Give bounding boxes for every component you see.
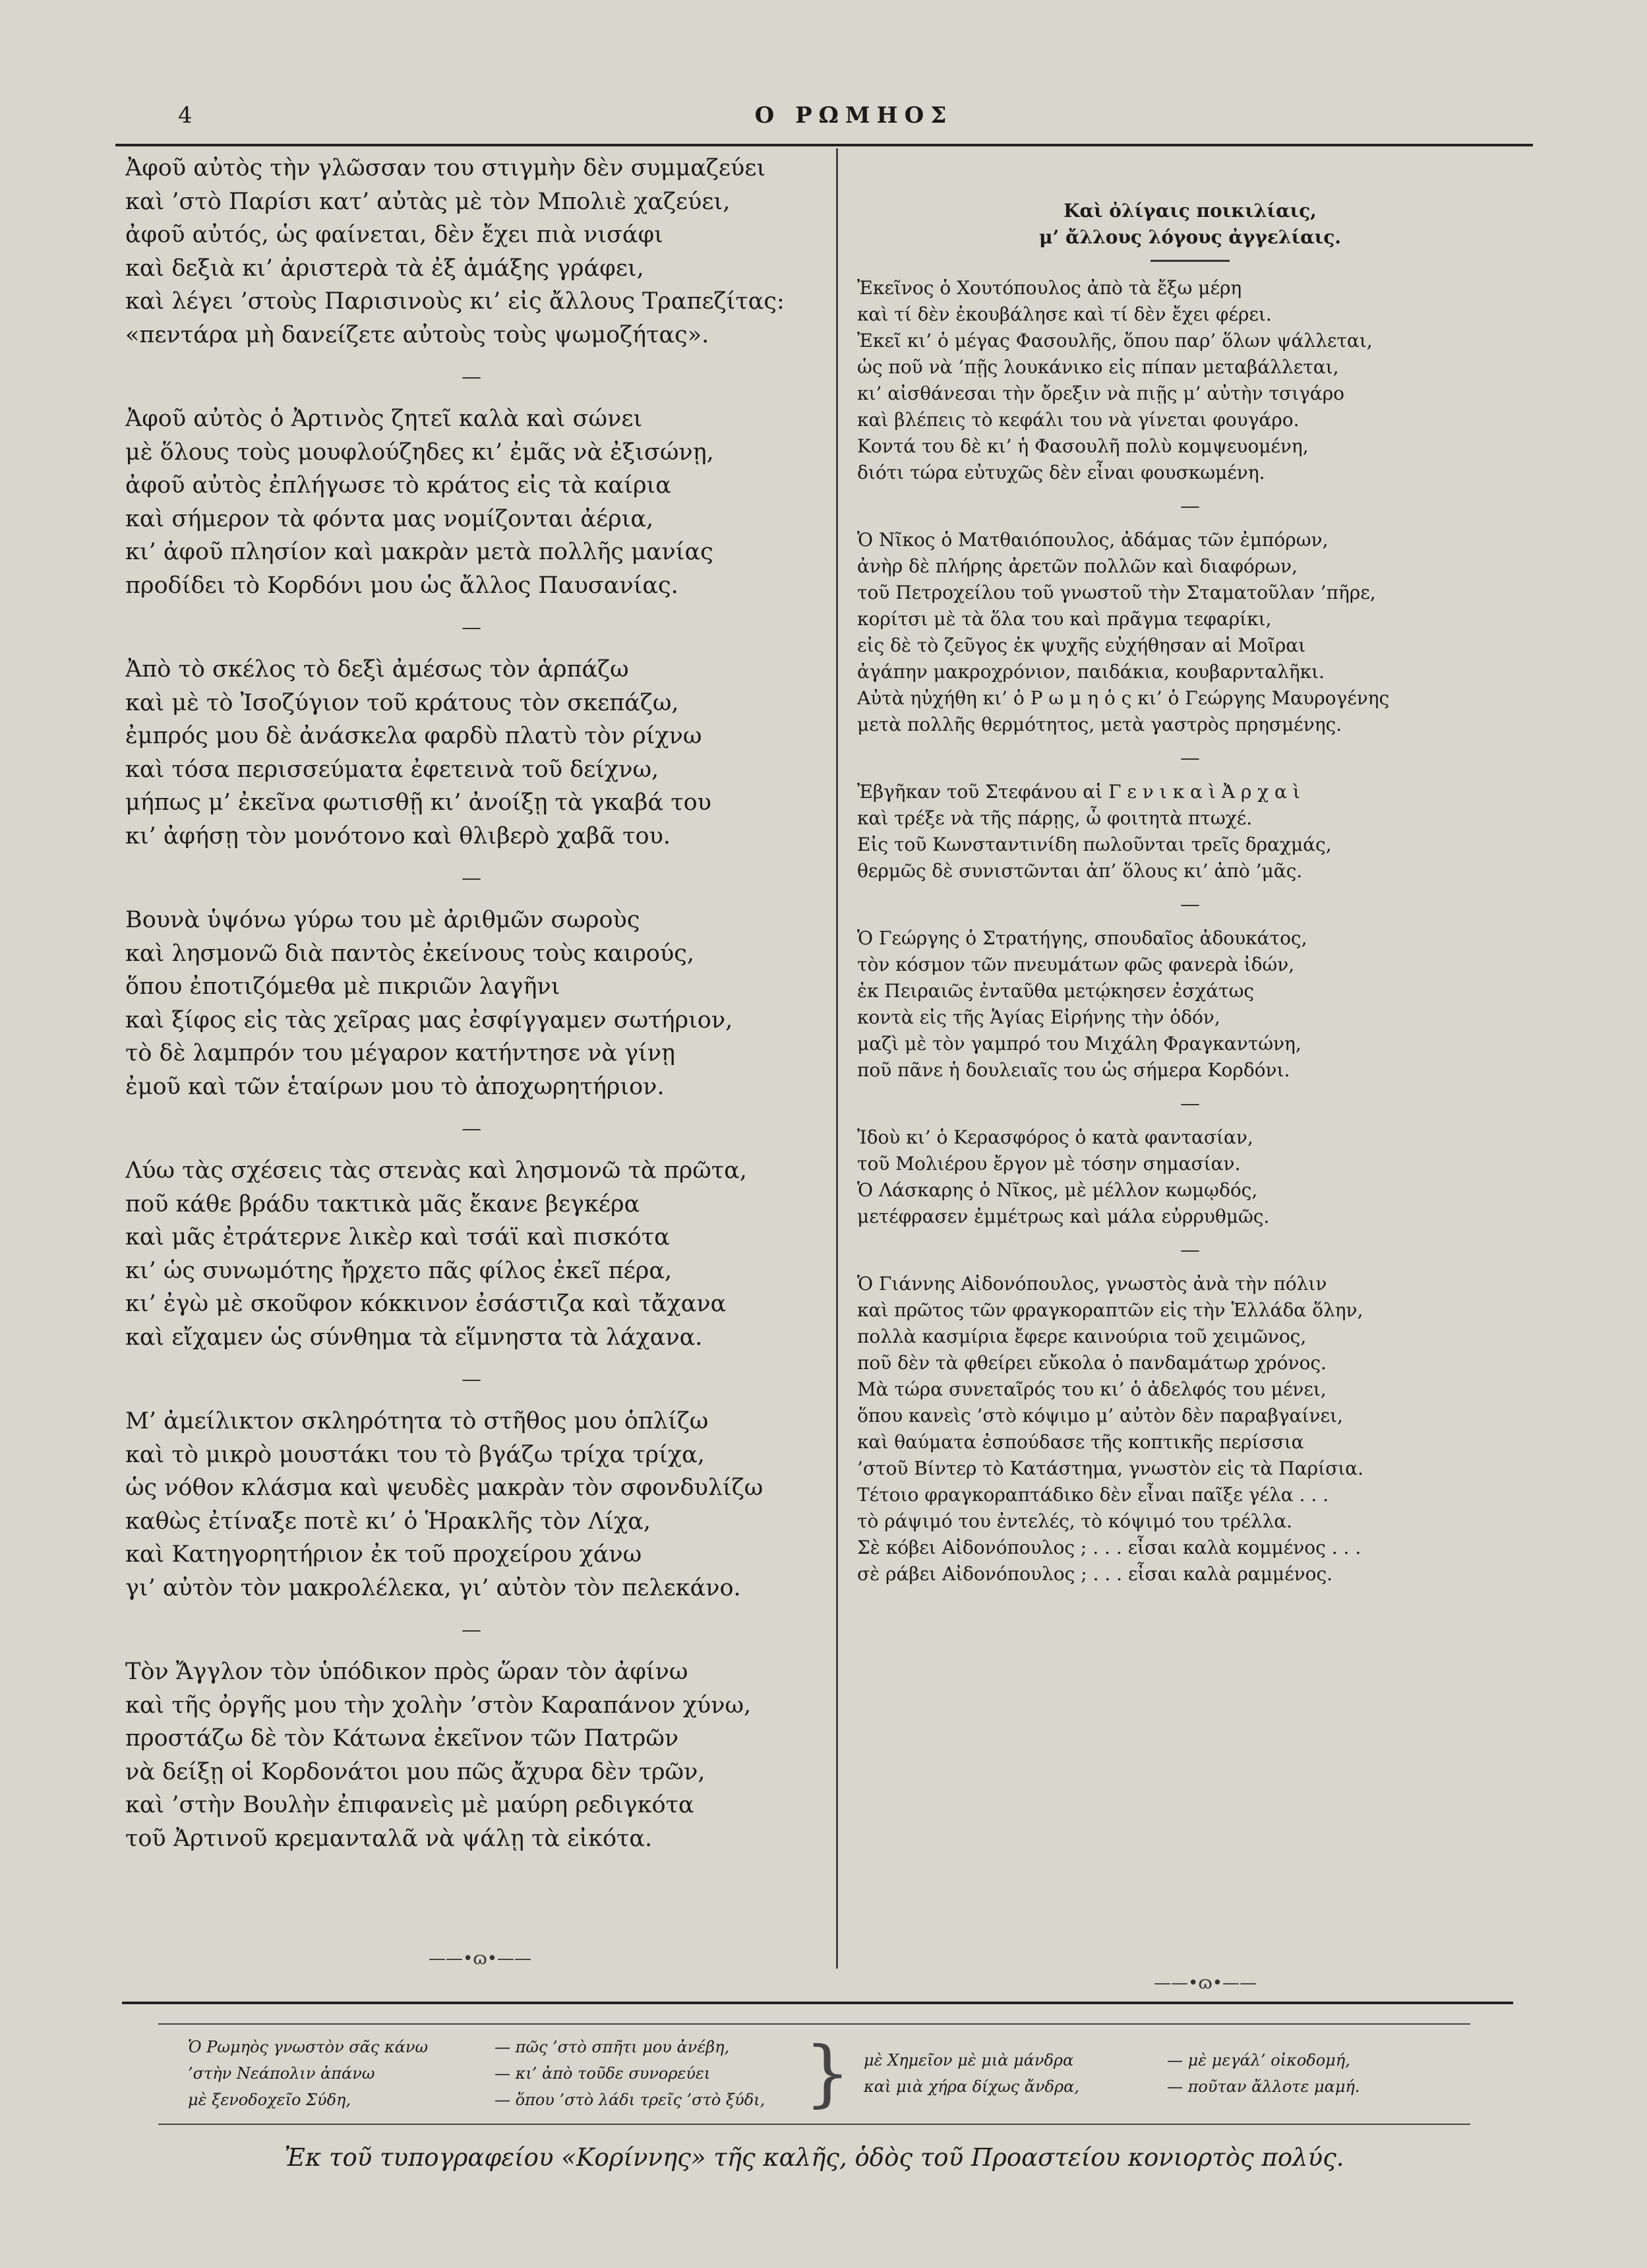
poem-line: ἀφοῦ αὐτός, ὡς φαίνεται, δὲν ἔχει πιὰ νισάφι: [125, 222, 663, 248]
footer-col-4: [1167, 2047, 1360, 2100]
footer-line: — κι’ ἀπὸ τοῦδε συνορεύει: [494, 2064, 711, 2083]
poem-line: νὰ δείξῃ οἱ Κορδονάτοι μου πῶς ἄχυρα δὲν τρῶν,: [125, 1758, 705, 1785]
footer-line: — ὅπου ’στὸ λάδι τρεῖς ’στὸ ξύδι,: [494, 2091, 765, 2109]
poem-line: καὶ ξίφος εἰς τὰς χεῖρας μας ἐσφίγγαμεν σωτήριον,: [125, 1006, 733, 1033]
poem-line: ὅπου ἐποτιζόμεθα μὲ πικριῶν λαγῆνι: [125, 973, 560, 1000]
footer-notice: [158, 2023, 1470, 2125]
footer-line: — πῶς ’στὸ σπῆτι μου ἀνέβη,: [494, 2038, 730, 2056]
stanza-separator: —: [1180, 1092, 1200, 1115]
announcement-line: Ὁ Γεώργης ὁ Στρατήγης, σπουδαῖος ἀδουκάτος,: [857, 927, 1307, 949]
announcement-line: τὸν κόσμον τῶν πνευμάτων φῶς φανερὰ ἰδών,: [857, 954, 1295, 975]
poem-line: προστάζω δὲ τὸν Κάτωνα ἐκεῖνον τῶν Πατρῶν: [125, 1725, 679, 1752]
announcement-line: Σὲ κόβει Αἰδονόπουλος ; . . . εἶσαι καλὰ κομμένος . . .: [857, 1537, 1362, 1558]
header-rule: [115, 144, 1533, 146]
poem-line: Ἀπὸ τὸ σκέλος τὸ δεξὶ ἀμέσως τὸν ἁρπάζω: [125, 656, 629, 683]
announcement-line: καὶ πρῶτος τῶν φραγκοραπτῶν εἰς τὴν Ἑλλάδα ὅλην,: [857, 1299, 1363, 1321]
poem-line: ὡς νόθον κλάσμα καὶ ψευδὲς μακρὰν τὸν σφονδυλίζω: [125, 1475, 764, 1501]
masthead: Ο ΡΩΜΗΟΣ: [754, 102, 953, 129]
poem-line: Ἀφοῦ αὐτὸς ὁ Ἀρτινὸς ζητεῖ καλὰ καὶ σώνει: [125, 406, 643, 432]
stanza-separator: —: [1180, 747, 1200, 770]
announcement-line: Ἐκεῖνος ὁ Χουτόπουλος ἀπὸ τὰ ἔξω μέρη: [857, 277, 1242, 299]
announcement-line: ὅπου κανεὶς ’στὸ κόψιμο μ’ αὐτὸν δὲν παραβγαίνει,: [857, 1405, 1343, 1426]
title-line: μ’ ἄλλους λόγους ἀγγελίαις.: [1038, 226, 1341, 248]
announcement-line: Μὰ τώρα συνεταῖρός του κι’ ὁ ἀδελφός του μένει,: [857, 1378, 1327, 1400]
announcement-line: τοῦ Πετροχείλου τοῦ γνωστοῦ τὴν Σταματοῦλαν ’πῆρε,: [857, 582, 1376, 603]
poem-line: ποῦ κάθε βράδυ τακτικὰ μᾶς ἔκανε βεγκέρα: [125, 1190, 640, 1217]
poem-line: καὶ ’στὴν Βουλὴν ἐπιφανεὶς μὲ μαύρη ρεδιγκότα: [125, 1792, 694, 1818]
stanza-separator: —: [1180, 893, 1200, 916]
announcement-line: τοῦ Μολιέρου ἔργον μὲ τόσην σημασίαν.: [857, 1153, 1241, 1175]
stanza: [857, 275, 1523, 486]
announcement-line: τὸ ράψιμό του ἐντελές, τὸ κόψιμό του τρέλλα.: [857, 1510, 1293, 1532]
announcement-line: κι’ αἰσθάνεσαι τὴν ὄρεξιν νὰ πιῇς μ’ αὐτὴν τσιγάρο: [857, 383, 1345, 404]
poem-line: καὶ μᾶς ἐτράτερνε λικὲρ καὶ τσάϊ καὶ πισκότα: [125, 1224, 670, 1250]
announcement-line: Αὐτὰ ηὐχήθη κι’ ὁ Ρ ω μ η ὁ ς κι’ ὁ Γεώργης Μαυρογένης: [857, 687, 1390, 709]
announcement-line: ποῦ δὲν τὰ φθείρει εὔκολα ὁ πανδαμάτωρ χρόνος.: [857, 1352, 1327, 1374]
poem-line: καὶ ’στὸ Παρίσι κατ’ αὐτὰς μὲ τὸν Μπολιὲ χαζεύει,: [125, 188, 731, 215]
printer-imprint: Ἐκ τοῦ τυπογραφείου «Κορίννης» τῆς καλῆς, ὁδὸς τοῦ Προαστείου κονιορτὸς πολύς.: [284, 2143, 1344, 2172]
poem-line: κι’ ἀφοῦ πλησίον καὶ μακρὰν μετὰ πολλῆς μανίας: [125, 539, 713, 565]
footer-line: — ποῦταν ἄλλοτε μαμή.: [1167, 2077, 1360, 2096]
stanza-separator: —: [462, 616, 481, 639]
poem-line: καὶ σήμερον τὰ φόντα μας νομίζονται ἀέρια,: [125, 505, 654, 532]
poem-line: καὶ λησμονῶ διὰ παντὸς ἐκείνους τοὺς καιρούς,: [125, 940, 694, 967]
stanza: [125, 402, 818, 602]
left-poem-column: [125, 152, 818, 1855]
poem-line: γι’ αὐτὸν τὸν μακρολέλεκα, γι’ αὐτὸν τὸν πελεκάνο.: [125, 1574, 741, 1601]
footer-line: μὲ Χημεῖον μὲ μιὰ μάνδρα: [864, 2051, 1074, 2069]
announcement-line: Ὁ Λάσκαρης ὁ Νῖκος, μὲ μέλλον κωμῳδός,: [857, 1179, 1258, 1201]
announcement-line: ’στοῦ Βίντερ τὸ Κατάστημα, γνωστὸν εἰς τὰ Παρίσια.: [857, 1457, 1363, 1479]
stanza: [125, 1154, 818, 1354]
announcement-line: καὶ τί δὲν ἐκουβάλησε καὶ τί δὲν ἔχει φέρει.: [857, 303, 1272, 325]
footer-line: μὲ ξενοδοχεῖο Σύδη,: [188, 2091, 351, 2109]
poem-line: ἀφοῦ αὐτὸς ἐπλήγωσε τὸ κράτος εἰς τὰ καίρια: [125, 472, 671, 499]
poem-line: καὶ τὸ μικρὸ μουστάκι του τὸ βγάζω τρίχα τρίχα,: [125, 1441, 705, 1468]
announcement-line: σὲ ράβει Αἰδονόπουλος ; . . . εἶσαι καλὰ ραμμένος.: [857, 1563, 1333, 1585]
poem-line: ἐμπρός μου δὲ ἀνάσκελα φαρδὺ πλατὺ τὸν ρίχνω: [125, 723, 702, 749]
announcement-line: καὶ θαύματα ἐσπούδασε τῆς κοπτικῆς περίσσια: [857, 1431, 1304, 1453]
stanza: [125, 152, 818, 352]
announcement-line: εἰς δὲ τὸ ζεῦγος ἐκ ψυχῆς εὐχήθησαν αἱ Μοῖραι: [857, 634, 1306, 656]
poem-line: καὶ δεξιὰ κι’ ἀριστερὰ τὰ ἐξ ἁμάξης γράφει,: [125, 255, 644, 282]
announcements: [857, 275, 1523, 1587]
announcement-line: Ἰδοὺ κι’ ὁ Κερασφόρος ὁ κατὰ φαντασίαν,: [857, 1126, 1253, 1148]
announcement-line: ἀνὴρ δὲ πλήρης ἀρετῶν πολλῶν καὶ διαφόρων,: [857, 555, 1298, 577]
poem-line: μὲ ὅλους τοὺς μουφλούζηδες κι’ ἐμᾶς νὰ ἐξισώνῃ,: [125, 439, 714, 466]
poem-line: Βουνὰ ὑψόνω γύρω του μὲ ἀριθμῶν σωροὺς: [125, 907, 640, 933]
poem-line: Τὸν Ἄγγλον τὸν ὑπόδικον πρὸς ὥραν τὸν ἀφίνω: [125, 1659, 688, 1685]
stanza: [857, 779, 1523, 884]
poem-line: κι’ ἐγὼ μὲ σκοῦφον κόκκινον ἐσάστιζα καὶ τἄχανα: [125, 1291, 727, 1317]
poem-line: καὶ λέγει ’στοὺς Παρισινοὺς κι’ εἰς ἄλλους Τραπεζίτας:: [125, 288, 785, 315]
announcement-line: μετὰ πολλῆς θερμότητος, μετὰ γαστρὸς πρησμένης.: [857, 714, 1342, 735]
poem-line: καὶ εἴχαμεν ὡς σύνθημα τὰ εἵμνηστα τὰ λάχανα.: [125, 1324, 703, 1351]
stanza: [857, 527, 1523, 738]
footer-line: ’στὴν Νεάπολιν ἀπάνω: [188, 2064, 375, 2083]
announcement-line: θερμῶς δὲ συνιστῶνται ἀπ’ ὅλους κι’ ἀπὸ ’μᾶς.: [857, 860, 1303, 882]
announcement-line: Εἰς τοῦ Κωνσταντινίδη πωλοῦνται τρεῖς δραχμάς,: [857, 834, 1332, 855]
announcement-line: μαζὶ μὲ τὸν γαμπρό του Μιχάλη Φραγκαντώνη,: [857, 1033, 1302, 1055]
poem-line: τοῦ Ἀρτινοῦ κρεμανταλᾶ νὰ ψάλῃ τὰ εἰκότα.: [125, 1825, 653, 1852]
poem-line: Μ’ ἀμείλικτον σκληρότητα τὸ στῆθος μου ὁπλίζω: [125, 1408, 709, 1434]
footer-col-1: [188, 2034, 428, 2113]
footer-col-3: [864, 2047, 1079, 2100]
announcement-line: Κοντά του δὲ κι’ ἡ Φασουλῆ πολὺ κομψευομένη,: [857, 435, 1309, 457]
page-header: [178, 99, 1530, 138]
poem-line: «πεντάρα μὴ δανείζετε αὐτοὺς τοὺς ψωμοζήτας».: [125, 321, 709, 348]
announcement-line: Ἐβγῆκαν τοῦ Στεφάνου αἱ Γ ε ν ι κ α ὶ Ἀ ρ χ α ὶ: [857, 781, 1300, 803]
stanza-separator: —: [1180, 495, 1200, 518]
footer-line: καὶ μιὰ χήρα δίχως ἄνδρα,: [864, 2077, 1079, 2096]
bottom-rule: [122, 2002, 1513, 2004]
page-number: 4: [178, 102, 193, 129]
announcement-line: καὶ βλέπεις τὸ κεφάλι του νὰ γίνεται φουγάρο.: [857, 409, 1300, 431]
stanza: [857, 925, 1523, 1084]
poem-line: καὶ τόσα περισσεύματα ἐφετεινὰ τοῦ δείχνω,: [125, 756, 659, 783]
announcement-line: Τέτοιο φραγκοραπτάδικο δὲν εἶναι παῖξε γέλα . . .: [857, 1484, 1329, 1506]
poem-line: καθὼς ἐτίναξε ποτὲ κι’ ὁ Ἡρακλῆς τὸν Λίχα,: [125, 1508, 651, 1535]
poem-line: καὶ τῆς ὀργῆς μου τὴν χολὴν ’στὸν Καραπάνον χύνω,: [125, 1692, 752, 1719]
announcement-line: ἀγάπην μακροχρόνιον, παιδάκια, κουβαρνταλῆκι.: [857, 661, 1325, 683]
footer-line: — μὲ μεγάλ’ οἰκοδομή,: [1167, 2051, 1350, 2069]
right-column-title: [857, 198, 1523, 251]
poem-line: καὶ μὲ τὸ Ἰσοζύγιον τοῦ κράτους τὸν σκεπάζω,: [125, 689, 679, 716]
announcement-line: μετέφρασεν ἐμμέτρως καὶ μάλα εὐρρυθμῶς.: [857, 1206, 1270, 1227]
stanza-separator: —: [462, 1117, 481, 1140]
footer-col-2: [494, 2034, 765, 2113]
stanza-separator: —: [462, 1368, 481, 1391]
announcement-line: ἐκ Πειραιῶς ἐνταῦθα μετῴκησεν ἐσχάτως: [857, 980, 1255, 1002]
stanza-separator: —: [1180, 1239, 1200, 1262]
stanza: [125, 1655, 818, 1855]
announcement-line: κορίτσι μὲ τὰ ὅλα του καὶ πρᾶγμα τεφαρίκι,: [857, 608, 1272, 630]
footer-line: Ὁ Ρωμηὸς γνωστὸν σᾶς κάνω: [188, 2038, 429, 2056]
poem-line: μήπως μ’ ἐκεῖνα φωτισθῇ κι’ ἀνοίξῃ τὰ γκαβά του: [125, 789, 711, 816]
stanza: [125, 653, 818, 853]
announcement-line: Ὁ Νῖκος ὁ Ματθαιόπουλος, ἀδάμας τῶν ἐμπόρων,: [857, 529, 1329, 551]
announcement-line: Ἐκεῖ κι’ ὁ μέγας Φασουλῆς, ὅπου παρ’ ὅλων ψάλλεται,: [857, 330, 1373, 352]
end-ornament-right: ——•ɷ•——: [1154, 1973, 1257, 1993]
stanza: [125, 904, 818, 1103]
stanza: [857, 1271, 1523, 1587]
brace-ornament: }: [804, 2031, 851, 2115]
stanza-separator: —: [462, 867, 481, 890]
poem-line: τὸ δὲ λαμπρόν του μέγαρον κατήντησε νὰ γίνῃ: [125, 1040, 676, 1066]
stanza: [857, 1124, 1523, 1230]
poem-line: ἐμοῦ καὶ τῶν ἑταίρων μου τὸ ἀποχωρητήριον.: [125, 1073, 665, 1100]
column-divider: [836, 148, 838, 1969]
title-rule: [1151, 260, 1230, 262]
announcement-line: ὡς ποῦ νὰ ’πῇς λουκάνικο εἰς πίπαν μεταβάλλεται,: [857, 356, 1339, 378]
stanza: [125, 1405, 818, 1605]
poem-line: προδίδει τὸ Κορδόνι μου ὡς ἄλλος Παυσανίας.: [125, 572, 678, 599]
announcement-line: κοντὰ εἰς τῆς Ἁγίας Εἰρήνης τὴν ὁδόν,: [857, 1006, 1220, 1028]
title-line: Καὶ ὀλίγαις ποικιλίαις,: [1063, 200, 1317, 222]
announcement-line: καὶ τρέξε νὰ τῆς πάρῃς, ὦ φοιτητὰ πτωχέ.: [857, 807, 1253, 829]
poem-line: κι’ ἀφήσῃ τὸν μονότονο καὶ θλιβερὸ χαβᾶ του.: [125, 822, 671, 849]
announcement-line: διότι τώρα εὐτυχῶς δὲν εἶναι φουσκωμένη.: [857, 462, 1265, 483]
poem-line: κι’ ὡς συνωμότης ἤρχετο πᾶς φίλος ἐκεῖ πέρα,: [125, 1257, 673, 1284]
end-ornament-left: ——•ɷ•——: [429, 1949, 532, 1969]
right-column: [857, 198, 1523, 1587]
stanza-separator: —: [462, 365, 481, 388]
announcement-line: πολλὰ κασμίρια ἔφερε καινούρια τοῦ χειμῶνος,: [857, 1326, 1307, 1347]
stanza-separator: —: [462, 1618, 481, 1641]
poem-line: Λύω τὰς σχέσεις τὰς στενὰς καὶ λησμονῶ τὰ πρῶτα,: [125, 1157, 747, 1184]
poem-line: Ἀφοῦ αὐτὸς τὴν γλῶσσαν του στιγμὴν δὲν συμμαζεύει: [125, 155, 766, 181]
announcement-line: Ὁ Γιάννης Αἰδονόπουλος, γνωστὸς ἀνὰ τὴν πόλιν: [857, 1273, 1327, 1295]
announcement-line: ποῦ πᾶνε ἡ δουλειαῖς του ὡς σήμερα Κορδόνι.: [857, 1059, 1290, 1081]
poem-line: καὶ Κατηγορητήριον ἐκ τοῦ προχείρου χάνω: [125, 1541, 642, 1568]
